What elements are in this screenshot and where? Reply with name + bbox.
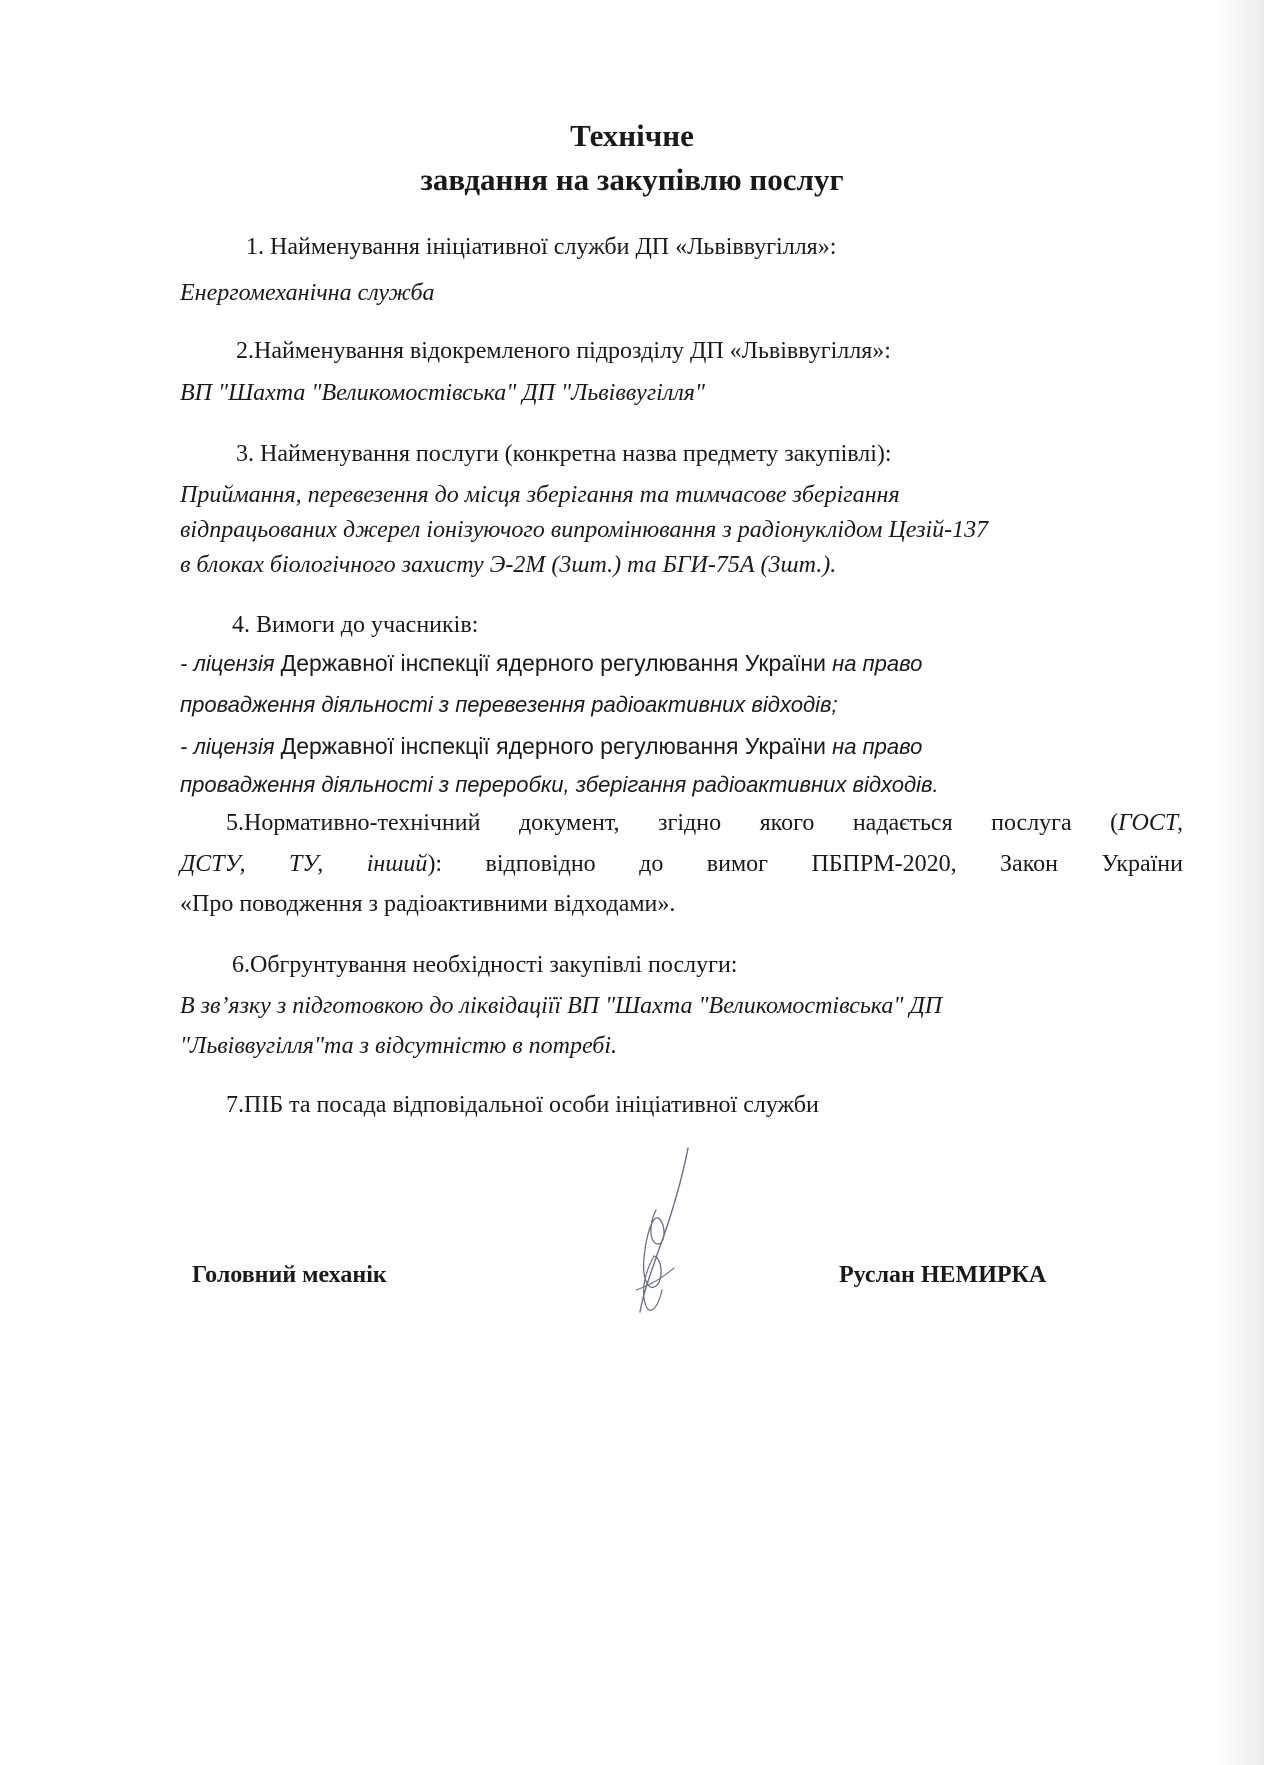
page-edge-shadow: [1218, 0, 1264, 1765]
item-1-prefix: - ліцензія: [180, 651, 281, 676]
signature-position: Головний механік: [192, 1262, 387, 1288]
section-2-value: ВП "Шахта "Великомостівська" ДП "Львіввугілля": [180, 380, 706, 406]
section-1-heading: 1. Найменування ініціативної служби ДП «Львіввугілля»:: [246, 234, 837, 260]
item-2-organization: Державної інспекції ядерного регулювання України: [280, 733, 826, 759]
section-6-value-line1: В зв’язку з підготовкою до ліквідаціїї ВП "Шахта "Великомостівська" ДП: [180, 993, 943, 1019]
document-title-line1: Технічне: [570, 118, 694, 153]
section-4-item-1-line2: провадження діяльності з перевезення радіоактивних відходів;: [180, 692, 838, 717]
section-5-line2-italic: ДСТУ, ТУ, інший: [180, 851, 428, 877]
handwritten-signature: [596, 1140, 716, 1320]
document-title-line2: завдання на закупівлю послуг: [420, 162, 844, 197]
section-4-item-2: [180, 733, 922, 760]
section-1-value: Енергомеханічна служба: [180, 280, 435, 306]
section-6-heading: 6.Обгрунтування необхідності закупівлі послуги:: [232, 952, 738, 978]
section-3-value-line3: в блоках біологічного захисту Э-2М (3шт.) та БГИ-75А (3шт.).: [180, 552, 837, 578]
section-5-line1-text: 5.Нормативно-технічний документ, згідно якого надається послуга (: [226, 810, 1119, 836]
section-4-item-2-line2: провадження діяльності з переробки, зберігання радіоактивних відходів.: [180, 772, 939, 797]
section-4-heading: 4. Вимоги до учасників:: [232, 612, 479, 638]
section-3-heading: 3. Найменування послуги (конкретна назва предмету закупівлі):: [236, 441, 892, 467]
section-6-value-line2: "Львіввугілля"та з відсутністю в потребі.: [180, 1033, 618, 1059]
item-1-suffix: на право: [825, 651, 923, 676]
section-5-line2-text: ): відповідно до вимог ПБПРМ-2020, Закон України: [427, 851, 1183, 877]
item-2-prefix: - ліцензія: [180, 734, 281, 759]
section-3-value-line1: Приймання, перевезення до місця зберігання та тимчасове зберігання: [180, 482, 900, 508]
section-7-heading: 7.ПІБ та посада відповідальної особи ініціативної служби: [226, 1092, 819, 1118]
section-3-value-line2: відпрацьованих джерел іонізуючого випромінювання з радіонуклідом Цезій-137: [180, 517, 989, 543]
section-5-line1: [180, 810, 1183, 837]
section-5-line3: «Про поводження з радіоактивними відходами».: [180, 891, 676, 917]
section-5-line2: [180, 851, 1183, 878]
section-5-line1-italic: ГОСТ,: [1118, 810, 1183, 836]
item-2-suffix: на право: [825, 734, 923, 759]
section-4-item-1: [180, 650, 922, 677]
item-1-organization: Державної інспекції ядерного регулювання України: [280, 650, 826, 676]
signature-name: Руслан НЕМИРКА: [839, 1262, 1047, 1288]
section-2-heading: 2.Найменування відокремленого підрозділу ДП «Львіввугілля»:: [236, 338, 891, 364]
